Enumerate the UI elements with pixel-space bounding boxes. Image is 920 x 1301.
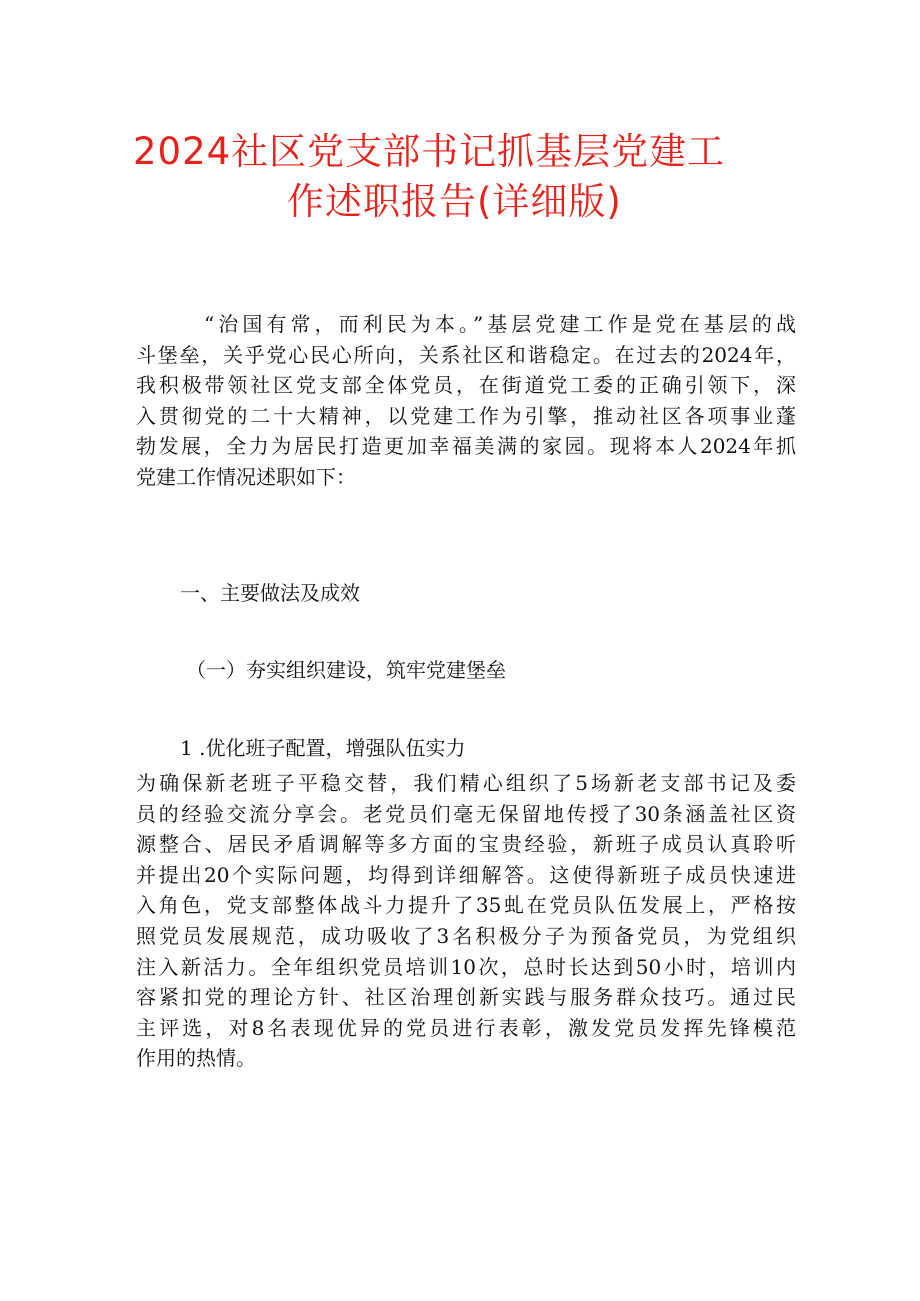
body-line: 容紧扣党的理论方针、社区治理创新实践与服务群众技巧。通过民 xyxy=(136,985,796,1010)
body-line: 入角色，党支部整体战斗力提升了35虬在党员队伍发展上，严格按 xyxy=(136,893,796,918)
intro-paragraph xyxy=(136,309,796,493)
body-line: 注入新活力。全年组织党员培训10次，总时长达到50小时，培训内 xyxy=(136,954,796,979)
document-title-line-1: 2024社区党支部书记抓基层党建工 xyxy=(133,130,726,173)
section-heading-1: 一、主要做法及成效 xyxy=(180,581,360,605)
body-line: 并提出20个实际问题，均得到详细解答。这使得新班子成员快速进 xyxy=(136,862,796,887)
body-line: 源整合、居民矛盾调解等多方面的宝贵经验，新班子成员认真聆听 xyxy=(136,832,796,857)
intro-line: 我积极带领社区党支部全体党员，在街道党工委的正确引领下，深 xyxy=(136,373,796,398)
body-line: 照党员发展规范，成功吸收了3名积极分子为预备党员，为党组织 xyxy=(136,923,796,948)
document-title-line-2: 作述职报告(详细版) xyxy=(287,180,622,223)
intro-line: “治国有常，而利民为本。”基层党建工作是党在基层的战 xyxy=(204,312,796,336)
section-heading-2: （一）夯实组织建设，筑牢党建堡垒 xyxy=(186,658,506,682)
intro-line: 入贯彻党的二十大精神，以党建工作为引擎，推动社区各项事业蓬 xyxy=(136,403,796,428)
body-line: 主评选，对8名表现优异的党员进行表彰，激发党员发挥先锋模范 xyxy=(136,1015,796,1040)
body-line: 作用的热情。 xyxy=(136,1046,256,1071)
body-line: 为确保新老班子平稳交替，我们精心组织了5场新老支部书记及委 xyxy=(136,771,796,795)
section-heading-3: 1 .优化班子配置，增强队伍实力 xyxy=(180,736,466,760)
intro-line: 斗堡垒，关乎党心民心所向，关系社区和谐稳定。在过去的2024年， xyxy=(136,342,796,367)
intro-line: 勃发展，全力为居民打造更加幸福美满的家园。现将本人2024年抓 xyxy=(136,434,796,459)
intro-line: 党建工作情况述职如下： xyxy=(136,464,356,489)
body-line: 员的经验交流分享会。老党员们毫无保留地传授了30条涵盖社区资 xyxy=(136,801,796,826)
body-paragraph xyxy=(136,768,796,1074)
